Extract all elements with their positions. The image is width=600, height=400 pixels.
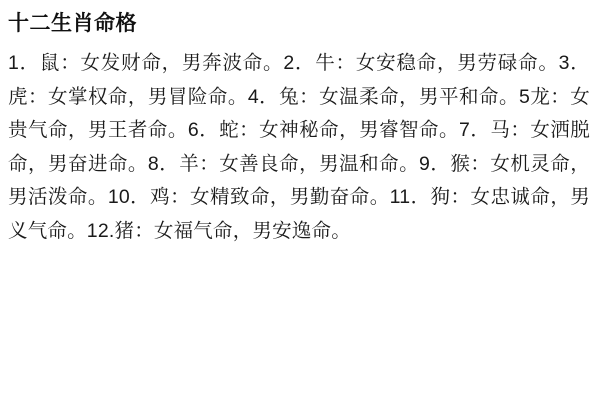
page-title: 十二生肖命格 — [8, 12, 137, 35]
document-body-text: 1．鼠：女发财命，男奔波命。2．牛：女安稳命，男劳碌命。3．虎：女掌权命，男冒险命。4．兔：女温柔命，男平和命。5龙：女贵气命，男王者命。6．蛇：女神秘命，男睿智命。7．马：女洒脱命，男奋进命。8．羊：女善良命，男温和命。9．猴：女机灵命，男活泼命。10．鸡：女精致命，男勤奋命。11．狗：女忠诚命，男义气命。12.猪：女福气命，男安逸命。 — [8, 52, 590, 242]
